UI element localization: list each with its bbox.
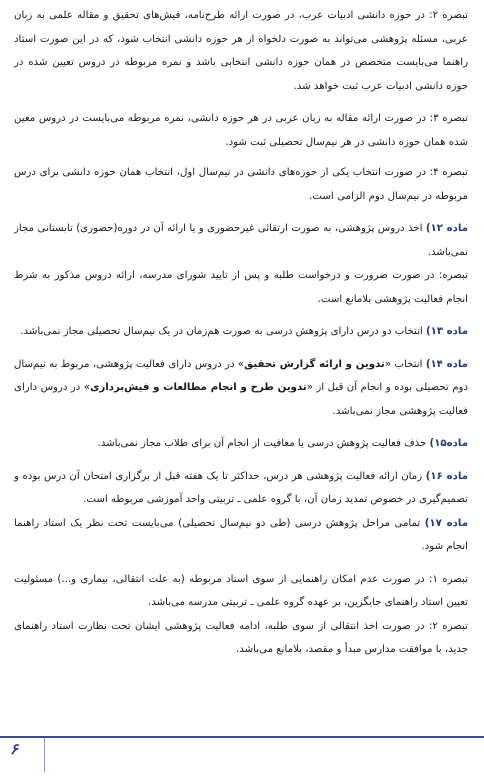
note-4-paragraph	[14, 161, 468, 208]
article-17-label: ماده ۱۷)	[424, 517, 469, 529]
article-17-note-2-paragraph	[14, 615, 468, 662]
article-13-label: ماده ۱۳)	[425, 326, 468, 337]
note-2-text: تبصره ۲: در حوزه دانشی ادبیات عرب، در صورت ارائه طرح‌نامه، فیش‌های تحقیق و مقاله علمی به زبان عربی، مسئله پژوهشی می‌تواند به صورت دلخواه از هر حوزه دانشی انتخاب شود، که در این صورت استاد راهنما می‌بایست متخصص در همان حوزه دانشی انتخابی باشد و نمره مربوطه در دروس تعیین شده در حوزه دانشی ادبیات عرب ثبت خواهد شد.	[14, 10, 468, 92]
article-17-note-1-text: تبصره ۱: در صورت عدم امکان راهنمایی از سوی استاد مربوطه (به علت انتقالی، بیماری و...) مسئولیت تعیین استاد راهنمای جایگزین، بر عهده گروه علمی ـ تربیتی مدرسه می‌باشد.	[14, 573, 468, 608]
article-14-label: ماده ۱۴)	[425, 358, 468, 370]
footer-rule	[0, 736, 484, 738]
article-12-text: اخذ دروس پژوهشی، به صورت ارتقائی غیرحضوری و یا ارائه آن در دوره(حضوری) تابستانی مجاز نمی‌باشد.	[14, 223, 468, 258]
article-12-paragraph	[14, 217, 468, 264]
note-3-text: تبصره ۳: در صورت ارائه مقاله به زبان عربی در هر حوزه دانشی، نمره مربوطه می‌بایست در دروس معین شده همان حوزه دانشی در هر نیم‌سال تحصیلی ثبت شود.	[14, 113, 468, 148]
article-17-note-2-text: تبصره ۲: در صورت اخذ انتقالی از سوی طلبه، ادامه فعالیت پژوهشی ایشان تحت نظارت استاد راهنمای جدید، با موافقت مدارس مبدأ و مقصد، بلامانع می‌باشد.	[14, 620, 468, 655]
article-15-label: ماده۱۵)	[429, 438, 468, 449]
article-16-text: زمان ارائه فعالیت پژوهشی هر درس، حداکثر تا یک هفته قبل از برگزاری امتحان آن درس بوده و تصمیم‌گیری در خصوص تمدید زمان آن، با گروه علمی ـ تربیتی واحد آموزشی مربوطه است.	[14, 470, 468, 505]
article-17-note-1-paragraph	[14, 568, 468, 615]
article-14-text-2: » در دروس دارای فعالیت پژوهشی، مربوط به نیم‌سال دوم تحصیلی بوده و انجام آن قبل از «	[14, 358, 469, 393]
article-14-text-1: انتخاب «	[384, 358, 426, 370]
footer-divider	[44, 738, 45, 772]
article-17-paragraph	[14, 512, 468, 559]
article-13-paragraph	[14, 320, 468, 344]
article-14-text-3: » در دروس دارای فعالیت پژوهشی مجاز نمی‌باشد.	[14, 382, 468, 417]
article-12-note-paragraph	[14, 264, 468, 311]
article-12-note-text: تبصره: در صورت ضرورت و درخواست طلبه و پس از تایید شورای مدرسه، ارائه دروس مذکور به شرط انجام فعالیت پژوهشی بلامانع است.	[14, 270, 468, 305]
article-14-bold-2: تدوین طرح و انجام مطالعات و فیش‌برداری	[90, 382, 307, 393]
article-14-bold-1: تدوین و ارائه گزارش تحقیق	[244, 358, 385, 370]
document-body	[14, 4, 468, 662]
note-4-text: تبصره ۴: در صورت انتخاب یکی از حوزه‌های دانشی در نیم‌سال اول، انتخاب همان حوزه دانشی برای درس مربوطه در نیم‌سال دوم الزامی است.	[14, 167, 468, 202]
note-3-paragraph	[14, 107, 468, 154]
article-16-paragraph	[14, 465, 468, 512]
article-17-text: تمامی مراحل پژوهش درسی (طی دو نیم‌سال تحصیلی) می‌بایست تحت نظر یک استاد راهنما انجام شود.	[14, 517, 468, 552]
article-15-paragraph	[14, 432, 468, 456]
article-15-text: حذف فعالیت پژوهش درسی یا معافیت از انجام آن برای طلاب مجاز نمی‌باشد.	[97, 438, 430, 449]
article-12-label: ماده ۱۲)	[425, 223, 469, 234]
page-number: ۶	[10, 740, 19, 758]
article-14-paragraph	[14, 353, 468, 424]
note-2-paragraph	[14, 4, 468, 98]
article-13-text: انتخاب دو درس دارای پژوهش درسی به صورت هم‌زمان در یک نیم‌سال تحصیلی مجاز نمی‌باشد.	[20, 326, 426, 337]
article-16-label: ماده ۱۶)	[425, 470, 468, 482]
